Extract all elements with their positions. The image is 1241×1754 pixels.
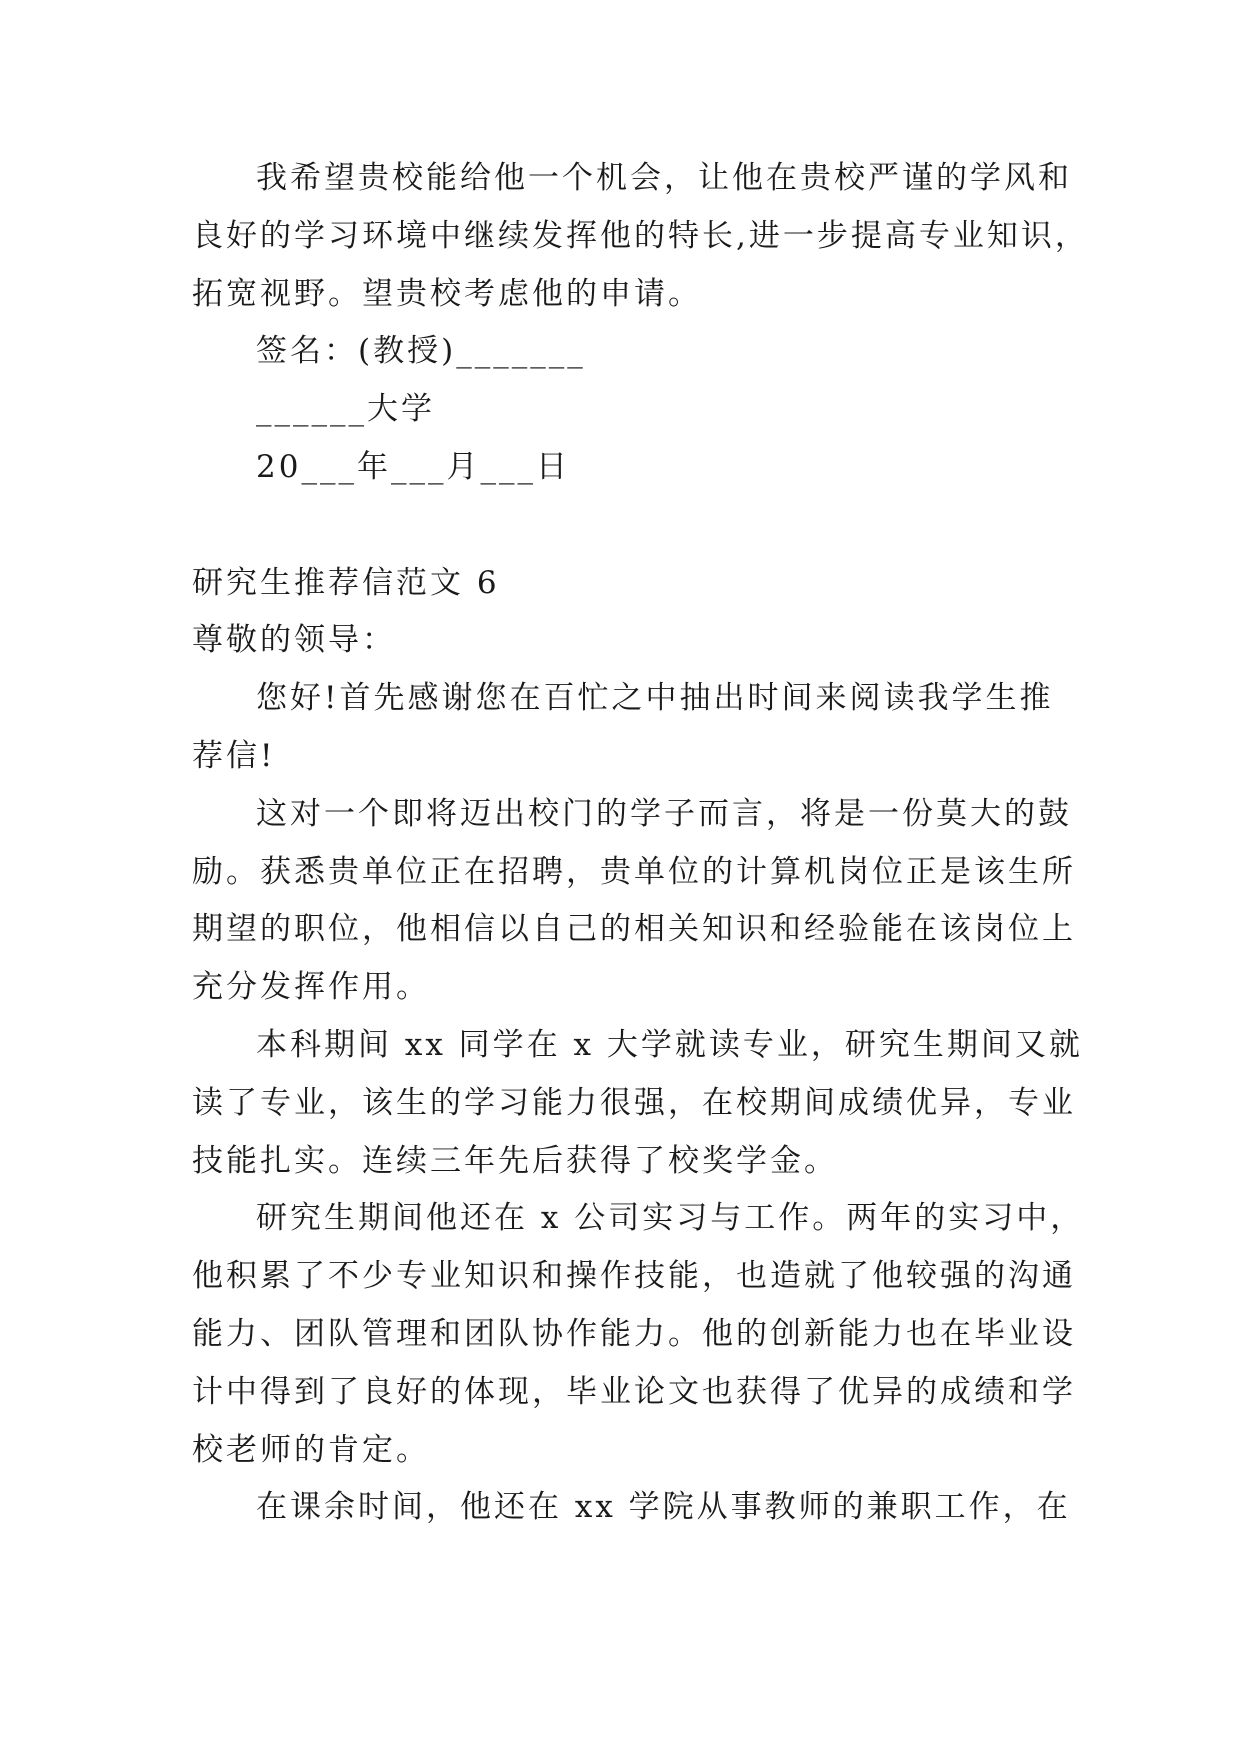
paragraph-encouragement [192,786,1076,1017]
paragraph-line: 这对一个即将迈出校门的学子而言，将是一份莫大的鼓 [256,795,1072,832]
salutation: 尊敬的领导： [192,622,396,659]
section-spacer [192,497,1072,555]
paragraph-line: 计中得到了良好的体现，毕业论文也获得了优异的成绩和学 [192,1373,1076,1410]
paragraph-line: 您好!首先感谢您在百忙之中抽出时间来阅读我学生推 [256,680,1054,717]
paragraph-line: 他积累了不少专业知识和操作技能，也造就了他较强的沟通 [192,1258,1076,1295]
paragraph-line: 荐信! [192,737,276,774]
paragraph-line: 能力、团队管理和团队协作能力。他的创新能力也在毕业设 [192,1315,1076,1352]
paragraph-line: 在课余时间，他还在 xx 学院从事教师的兼职工作，在 [256,1489,1071,1526]
university-line: ______大学 [256,391,435,428]
paragraph-line: 良好的学习环境中继续发挥他的特长,进一步提高专业知识， [192,217,1089,254]
paragraph-line: 技能扎实。连续三年先后获得了校奖学金。 [192,1142,838,1179]
paragraph-line: 本科期间 xx 同学在 x 大学就读专业，研究生期间又就 [256,1026,1083,1063]
top-paragraph [192,150,1089,323]
signature-line: 签名：(教授)_______ [256,333,586,370]
signature-block [192,323,1072,496]
paragraph-line: 期望的职位，他相信以自己的相关知识和经验能在该岗位上 [192,911,1076,948]
paragraph-line: 校老师的肯定。 [192,1431,430,1468]
paragraph-education [192,1017,1083,1190]
section-title: 研究生推荐信范文 6 [192,564,500,601]
paragraph-line: 充分发挥作用。 [192,969,430,1006]
date-line: 20___年___月___日 [256,448,570,485]
paragraph-greeting [192,670,1072,786]
paragraph-line: 我希望贵校能给他一个机会，让他在贵校严谨的学风和 [256,160,1072,196]
paragraph-line: 励。获悉贵单位正在招聘，贵单位的计算机岗位正是该生所 [192,853,1076,890]
document-body [192,150,1089,1537]
paragraph-line: 研究生期间他还在 x 公司实习与工作。两年的实习中， [256,1200,1085,1237]
paragraph-line: 拓宽视野。望贵校考虑他的申请。 [192,275,702,312]
paragraph-internship [192,1190,1085,1479]
paragraph-parttime [192,1479,1072,1537]
paragraph-line: 读了专业，该生的学习能力很强，在校期间成绩优异，专业 [192,1084,1076,1121]
